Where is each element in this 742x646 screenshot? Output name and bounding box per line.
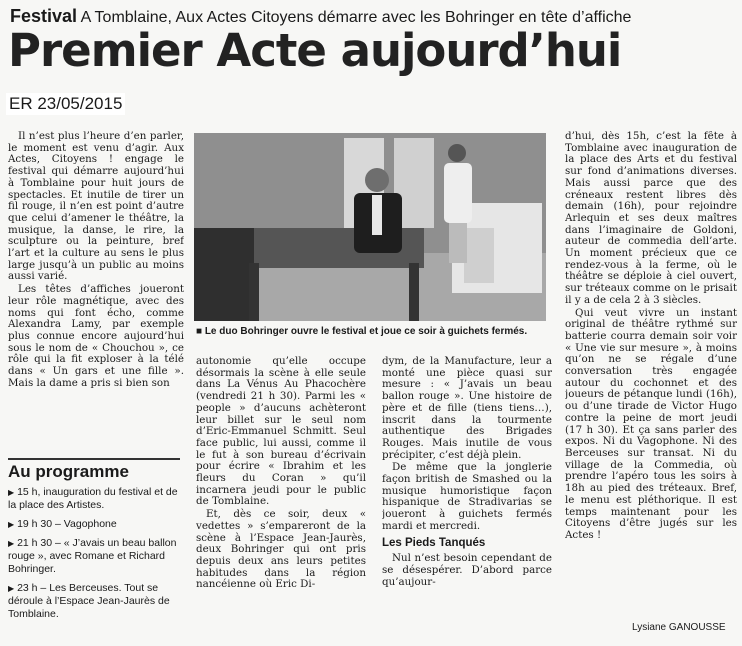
kicker-label: Festival — [10, 6, 78, 26]
paragraph: autonomie qu’elle occupe désormais la scène à elle seule dans La Vénus Au Phacochère (vendredi 21 h 30). Parmi les « people » d’aucuns achèteront leur billet sur le seul nom d’Eric-Emmanuel Schmitt. Seul face public, lui aussi, comme il le fut à son bureau d’écrivain pour écrire « Ibrahim et les fleurs du Coran » qu’il incarnera jeudi pour le public de Tomblaine. — [196, 356, 366, 508]
triangle-icon: ▶ — [8, 488, 15, 497]
paragraph: De même que la jonglerie façon british de Smashed ou la musique humoristique façon hispanique de Stradivarias se joueront à guichets fermés mardi et mercredi. — [382, 461, 552, 532]
kicker-text: A Tomblaine, Aux Actes Citoyens démarre avec les Bohringer en tête d’affiche — [80, 9, 632, 26]
paragraph: Nul n’est besoin cependant de se désespérer. D’abord parce qu’aujour- — [382, 552, 552, 588]
triangle-icon: ▶ — [8, 539, 15, 548]
paragraph: Les têtes d’affiches joueront leur rôle magnétique, avec des noms qui font écho, comme Alexandra Lamy, par exemple plus connue encore aujourd’hui sous le nom de « Chouchou », ce rôle qui la fit exploser à la télé dans « Un gars et une fille ». Mais la dame a pris si bien son — [8, 283, 184, 389]
column-3 — [382, 356, 552, 641]
paragraph: d’hui, dès 15h, c’est la fête à Tomblaine avec inauguration de la place des Arts et du festival sur fond d’animations diverses. Mais aussi parce que des créneaux restent libres dès demain (16h), pour rejoindre Arlequin et ses deux maîtres dans l’imaginaire de Goldoni, auteur de commedia dell’arte. Un moment précieux que ce rendez-vous à la ferme, où le théâtre se déploie à ciel ouvert, sur tréteaux comme on le prisait il y a de cela 2 à 3 siècles. — [565, 131, 737, 306]
programme-list — [8, 486, 184, 627]
programme-item: ▶ 23 h – Les Berceuses. Tout se déroule à l’Espace Jean-Jaurès de Tomblaine. — [8, 582, 170, 620]
programme-item: ▶ 19 h 30 – Vagophone — [8, 518, 117, 530]
paragraph: Et, dès ce soir, deux « vedettes » s’empareront de la scène à l’Espace Jean-Jaurès, deux Bohringer qui ont pris depuis deux ans leurs petites habitudes dans la région nancéienne où Eric Di- — [196, 508, 366, 591]
paragraph: Il n’est plus l’heure d’en parler, le moment est venu d’agir. Aux Actes, Citoyens ! engage le festival qui démarre aujourd’hui à Tomblaine pour huit jours de spectacles. Et inutile de tirer un fil rouge, il n’en est point d’autre que celui d’amener le théâtre, la musique, la danse, le rire, la sculpture ou la peinture, bref l’art et la culture au sens le plus large jusqu’à un public au moins aussi varié. — [8, 131, 184, 283]
programme-item: ▶ 15 h, inauguration du festival et de la place des Artistes. — [8, 486, 178, 511]
programme-title: Au programme — [8, 458, 180, 482]
column-2 — [196, 356, 366, 641]
square-bullet-icon: ■ — [196, 326, 203, 337]
date-stamp: ER 23/05/2015 — [6, 93, 125, 115]
paragraph: Qui veut vivre un instant original de théâtre rythmé sur batterie courra demain soir voir « Une vie sur mesure », à moins qu’on ne se régale d’une conversation très engagée autour du cochonnet et des joueurs de pétanque lundi (16h), ou d’une tirade de Victor Hugo contre la peine de mort jeudi (17 h 30). Et ça sans parler des expos. Ni du Vagophone. Ni des Berceuses sur transat. Ni du village de la Commedia, où prendre l’apéro tous les soirs à 18h au pied des tréteaux. Bref, le menu est pléthorique. Il est temps maintenant pour les Citoyens d’être jugés sur les Actes ! — [565, 306, 737, 541]
author-signature: Lysiane GANOUSSE — [632, 622, 726, 633]
programme-item: ▶ 21 h 30 – « J’avais un beau ballon rouge », avec Romane et Richard Bohringer. — [8, 537, 177, 575]
article-photo — [194, 133, 546, 321]
column-1 — [8, 131, 184, 451]
triangle-icon: ▶ — [8, 584, 15, 593]
triangle-icon: ▶ — [8, 520, 15, 529]
headline: Premier Acte aujourd’hui — [8, 24, 622, 77]
subheading: Les Pieds Tanqués — [382, 536, 486, 549]
photo-caption: ■ Le duo Bohringer ouvre le festival et joue ce soir à guichets fermés. — [196, 326, 528, 337]
paragraph: dym, de la Manufacture, leur a monté une pièce quasi sur mesure : « J’avais un beau ballon rouge ». Une histoire de père et de fille (tiens tiens…), inscrit dans la tourmente authentique des Brigades Rouges. Mais inutile de vous précipiter, c’est déjà plein. — [382, 356, 552, 461]
column-4 — [565, 131, 737, 619]
